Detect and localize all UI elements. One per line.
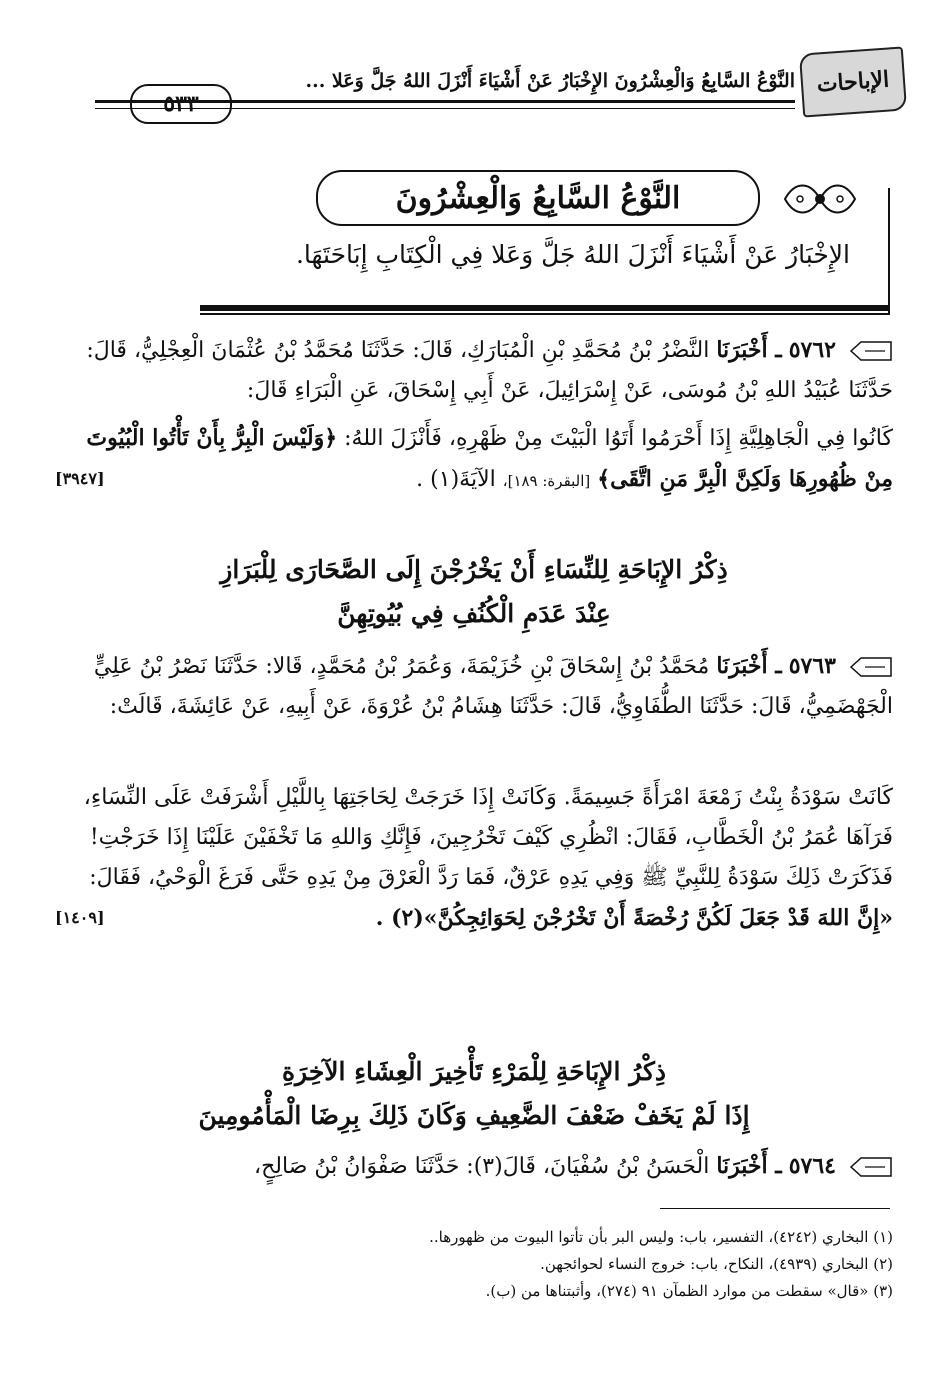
hadith-5762-matn [55,418,893,501]
heading-line: عِنْدَ عَدَمِ الْكُنُفِ فِي بُيُوتِهِنَّ [337,599,611,628]
footnote-1: (١) البخاري (٤٢٤٢)، التفسير، باب: وليس البر بأن تأتوا البيوت من ظهورها.. [429,1228,893,1246]
page-number: ٥٣٣ [130,84,232,124]
quran-reference: [البقرة: ١٨٩]، [502,472,591,490]
matn-text: كَانَتْ سَوْدَةُ بِنْتُ زَمْعَةَ امْرَأَةً جَسِيمَةً. وَكَانَتْ إِذَا خَرَجَتْ لِحَاجَتِهَا بِاللَّيْلِ أَشْرَفَتْ عَلَى النِّسَاءِ، فَرَآهَا عُمَرُ بْنُ الْخَطَّابِ، فَقَالَ: انْظُرِي كَيْفَ تَخْرُجِينَ، فَإِنَّكِ وَاللهِ مَا تَخْفَيْنَ عَلَيْنَا إِذَا خَرَجْتِ! فَذَكَرَتْ ذَلِكَ سَوْدَةُ لِلنَّبِيِّ ﷺ وَفِي يَدِهِ عَرْقٌ، فَمَا رَدَّ الْعَرْقَ مِنْ يَدِهِ حَتَّى فَرَغَ الْوَحْيُ، فَقَالَ: [83,785,893,890]
footnotes [55,1224,893,1305]
hadith-marker-icon [849,340,893,362]
book-section-tab [799,46,907,117]
heading-line: إِذَا لَمْ يَخَفْ ضَعْفَ الضَّعِيفِ وَكَانَ ذَلِكَ بِرِضَا الْمَأْمُومِينَ [198,1101,750,1130]
prophetic-statement: «إِنَّ اللهَ قَدْ جَعَلَ لَكُنَّ رُخْصَةً أَنْ تَخْرُجْنَ لِحَوَائِجِكُنَّ»(٢) . [375,905,893,931]
hadith-5763-matn [55,778,893,939]
hadith-marker-icon [849,1156,893,1178]
footnote-2: (٢) البخاري (٤٩٣٩)، النكاح، باب: خروج النساء لحوائجهن. [540,1255,893,1273]
hadith-number: ٥٧٦٤ [788,1153,836,1179]
footnote-rule [660,1208,890,1209]
hadith-5764 [55,1146,893,1187]
footnote-3: (٣) «قال» سقطت من موارد الظمآن ٩١ (٢٧٤)، وأثبتناها من (ب). [485,1282,893,1300]
chapter-subtitle: الإِخْبَارُ عَنْ أَشْيَاءَ أَنْزَلَ اللهُ جَلَّ وَعَلا فِي الْكِتَابِ إِبَاحَتَهَا. [295,240,850,269]
chapter-title: النَّوْعُ السَّابِعُ وَالْعِشْرُونَ [316,170,760,226]
source-reference: [١٤٠٩] [55,908,105,927]
isnad-text: النَّضْرُ بْنُ مُحَمَّدِ بْنِ الْمُبَارَكِ، قَالَ: حَدَّثَنَا مُحَمَّدُ بْنُ عُثْمَانَ الْعِجْلِيُّ، قَالَ: حَدَّثَنَا عُبَيْدُ اللهِ بْنُ مُوسَى، عَنْ إِسْرَائِيلَ، عَنْ أَبِي إِسْحَاقَ، عَنِ الْبَرَاءِ قَالَ: [86,338,893,403]
source-reference: [٣٩٤٧] [55,469,105,488]
matn-text: كَانُوا فِي الْجَاهِلِيَّةِ إِذَا أَحْرَمُوا أَتَوُا الْبَيْتَ مِنْ ظَهْرِهِ، فَأَنْزَلَ اللهُ: [344,426,893,451]
heading-line: ذِكْرُ الإِبَاحَةِ لِلنِّسَاءِ أَنْ يَخْرُجْنَ إِلَى الصَّحَارَى لِلْبَرَازِ [220,555,728,584]
isnad-text: مُحَمَّدُ بْنُ إِسْحَاقَ بْنِ خُزَيْمَةَ، وَعُمَرُ بْنُ مُحَمَّدٍ، قَالا: حَدَّثَنَا نَصْرُ بْنُ عَلِيٍّ الْجَهْضَمِيُّ، قَالَ: حَدَّثَنَا الطُّفَاوِيُّ، قَالَ: حَدَّثَنَا هِشَامُ بْنُ عُرْوَةَ، عَنْ أَبِيهِ، عَنْ عَائِشَةَ، قَالَتْ: [93,654,893,719]
hadith-5763 [55,646,893,727]
chapter-box [200,170,890,315]
chapter-rule [200,305,890,311]
matn-ending: الآيَةَ(١) . [416,467,496,492]
akhbarana: ـ أَخْبَرَنَا [716,337,782,363]
section-heading-2 [55,1050,893,1138]
running-title: النَّوْعُ السَّابِعُ وَالْعِشْرُونَ الإِخْبَارُ عَنْ أَشْيَاءَ أَنْزَلَ اللهُ جَلَّ وَعَلا ... [305,70,795,92]
akhbarana: ـ أَخْبَرَنَا [716,653,782,679]
hadith-5762 [55,330,893,411]
hadith-marker-icon [849,656,893,678]
hadith-number: ٥٧٦٢ [788,337,836,363]
running-header [95,42,905,122]
hadith-number: ٥٧٦٣ [788,653,836,679]
isnad-text: الْحَسَنُ بْنُ سُفْيَانَ، قَالَ(٣): حَدَّثَنَا صَفْوَانُ بْنُ صَالِحٍ، [254,1154,710,1179]
quran-verse: ﴿وَلَيْسَ الْبِرُّ بِأَنْ تَأْتُوا الْبُيُوتَ مِنْ ظُهُورِهَا وَلَكِنَّ الْبِرَّ مَنِ اتَّقَى﴾ [86,425,893,492]
heading-line: ذِكْرُ الإِبَاحَةِ لِلْمَرْءِ تَأْخِيرَ الْعِشَاءِ الآخِرَةِ [281,1057,667,1086]
ornament-icon [780,176,860,222]
book-tab-label: الإباحات [815,66,891,98]
section-heading-1 [55,548,893,636]
akhbarana: ـ أَخْبَرَنَا [716,1153,782,1179]
